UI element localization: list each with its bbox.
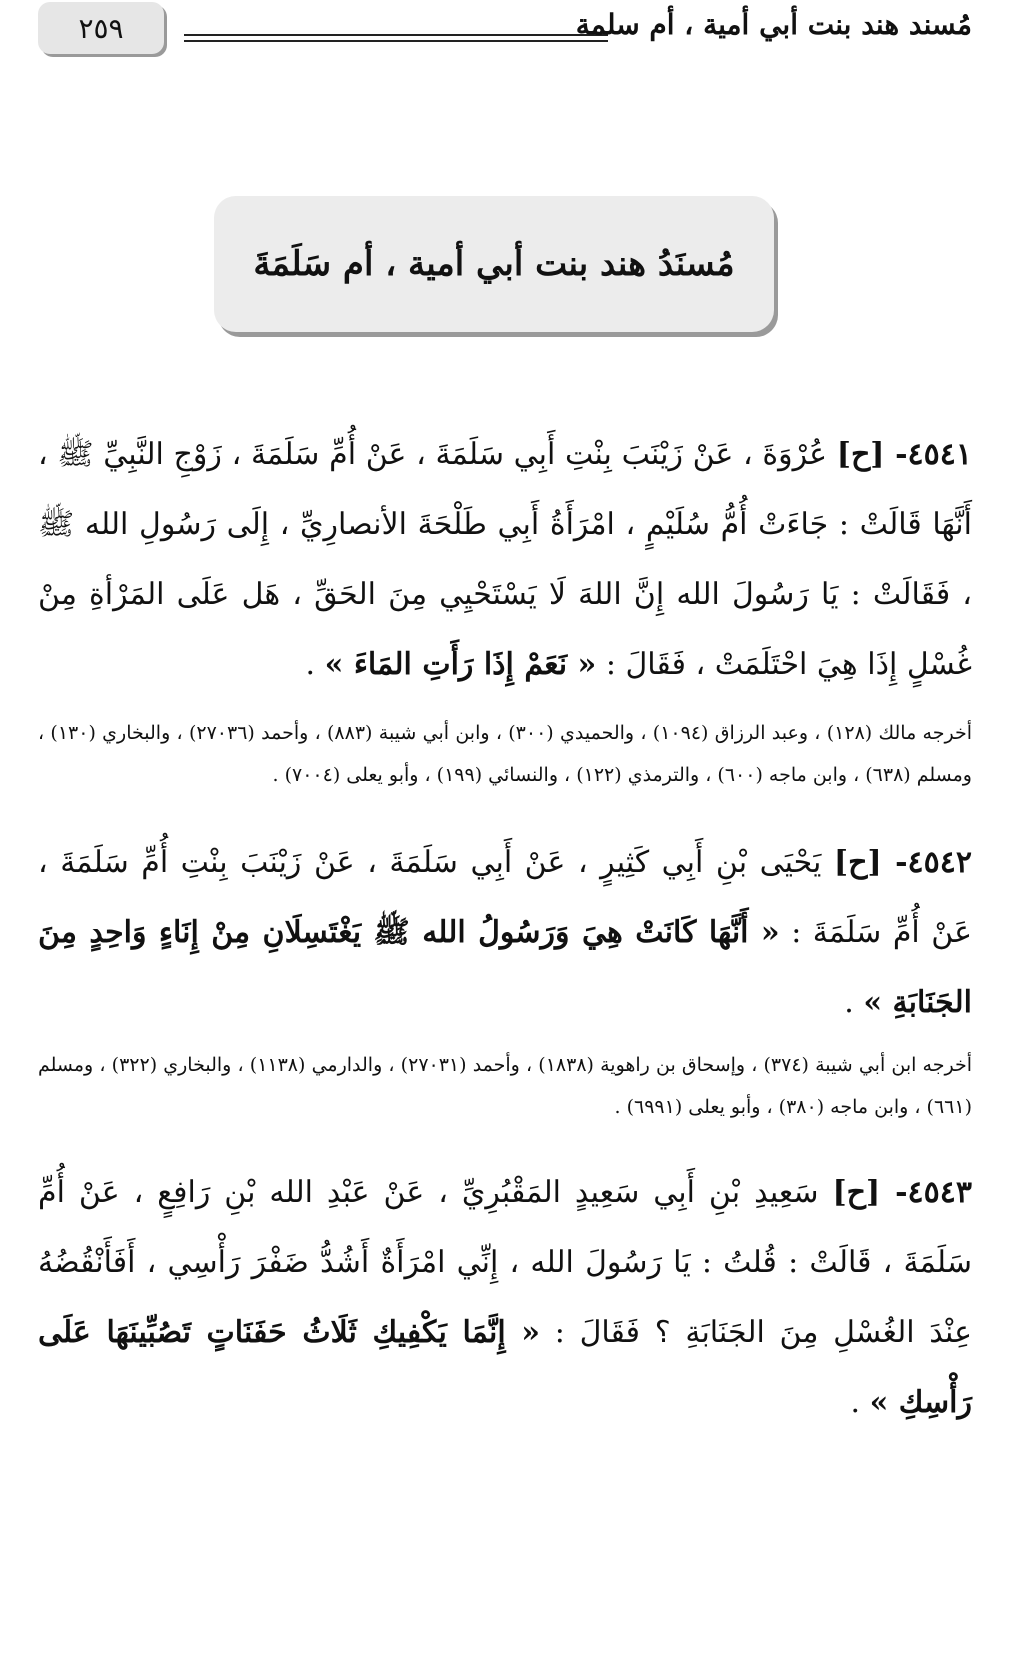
hadith-4543 xyxy=(38,1158,972,1438)
hadith-end: . xyxy=(305,647,316,682)
hadith-text: سَعِيدِ بْنِ أَبِي سَعِيدٍ المَقْبُرِيِّ ، عَنْ عَبْدِ الله بْنِ رَافِعٍ ، عَنْ أُمِّ سَلَمَةَ ، قَالَتْ : قُلتُ : يَا رَسُولَ الله ، إِنِّي امْرَأَةٌ أَشُدُّ ضَفْرَ رَأْسِي ، أَفَأَنْقُضُهُ عِنْدَ الغُسْلِ مِنَ الجَنَابَةِ ؟ فَقَالَ : xyxy=(38,1175,972,1350)
takhrij-4542: أخرجه ابن أبي شيبة (٣٧٤) ، وإسحاق بن راهوية (١٨٣٨) ، وأحمد (٢٧٠٣١) ، والدارمي (١١٣٨) ، والبخاري (٣٢٢) ، ومسلم (٦٦١) ، وابن ماجه (٣٨٠) ، وأبو يعلى (٦٩٩١) . xyxy=(38,1054,972,1118)
page-number-box xyxy=(38,2,164,54)
hadith-end: . xyxy=(844,985,854,1020)
hadith-4541 xyxy=(38,420,972,700)
hadith-quote: « إِنَّمَا يَكْفِيكِ ثَلَاثُ حَفَنَاتٍ تَصُبِّينَهَا عَلَى رَأْسِكِ » xyxy=(38,1315,972,1420)
page-body xyxy=(38,420,972,1438)
hadith-text: يَحْيَى بْنِ أَبِي كَثِيرٍ ، عَنْ أَبِي سَلَمَةَ ، عَنْ زَيْنَبَ بِنْتِ أُمِّ سَلَمَةَ ، عَنْ أُمِّ سَلَمَةَ : xyxy=(38,845,972,950)
hadith-quote: « أَنَّهَا كَانَتْ هِيَ وَرَسُولُ الله ﷺ يَغْتَسِلَانِ مِنْ إِنَاءٍ وَاحِدٍ مِنَ الجَنَابَةِ » xyxy=(38,915,972,1020)
hadith-quote: « نَعَمْ إِذَا رَأَتِ المَاءَ » xyxy=(324,647,597,682)
hadith-end: . xyxy=(850,1385,861,1420)
running-title: مُسند هند بنت أبي أمية ، أم سلمة xyxy=(575,8,972,41)
hadith-number: ٤٥٤١- [ح] xyxy=(836,437,972,472)
header-rule xyxy=(184,34,608,42)
takhrij-4541: أخرجه مالك (١٢٨) ، وعبد الرزاق (١٠٩٤) ، والحميدي (٣٠٠) ، وابن أبي شيبة (٨٨٣) ، وأحمد (٢٧٠٣٦) ، والبخاري (١٣٠) ، ومسلم (٦٣٨) ، وابن ماجه (٦٠٠) ، والترمذي (١٢٢) ، والنسائي (١٩٩) ، وأبو يعلى (٧٠٠٤) . xyxy=(38,722,972,786)
hadith-text: عُرْوَةَ ، عَنْ زَيْنَبَ بِنْتِ أَبِي سَلَمَةَ ، عَنْ أُمِّ سَلَمَةَ ، زَوْجِ النَّبِيِّ ﷺ ، أَنَّهَا قَالَتْ : جَاءَتْ أُمُّ سُلَيْمٍ ، امْرَأَةُ أَبِي طَلْحَةَ الأنصارِيِّ ، إِلَى رَسُولِ الله ﷺ ، فَقَالَتْ : يَا رَسُولَ الله إِنَّ اللهَ لَا يَسْتَحْيِي مِنَ الحَقِّ ، هَل عَلَى المَرْأةِ مِنْ غُسْلٍ إِذَا هِيَ احْتَلَمَتْ ، فَقَالَ : xyxy=(38,437,972,682)
hadith-number: ٤٥٤٢- [ح] xyxy=(833,845,972,880)
hadith-4542 xyxy=(38,828,972,1038)
page-number: ٢٥٩ xyxy=(78,11,124,45)
hadith-number: ٤٥٤٣- [ح] xyxy=(832,1175,972,1210)
section-title-box xyxy=(214,196,774,332)
section-title: مُسنَدُ هند بنت أبي أمية ، أم سَلَمَةَ xyxy=(253,244,735,284)
